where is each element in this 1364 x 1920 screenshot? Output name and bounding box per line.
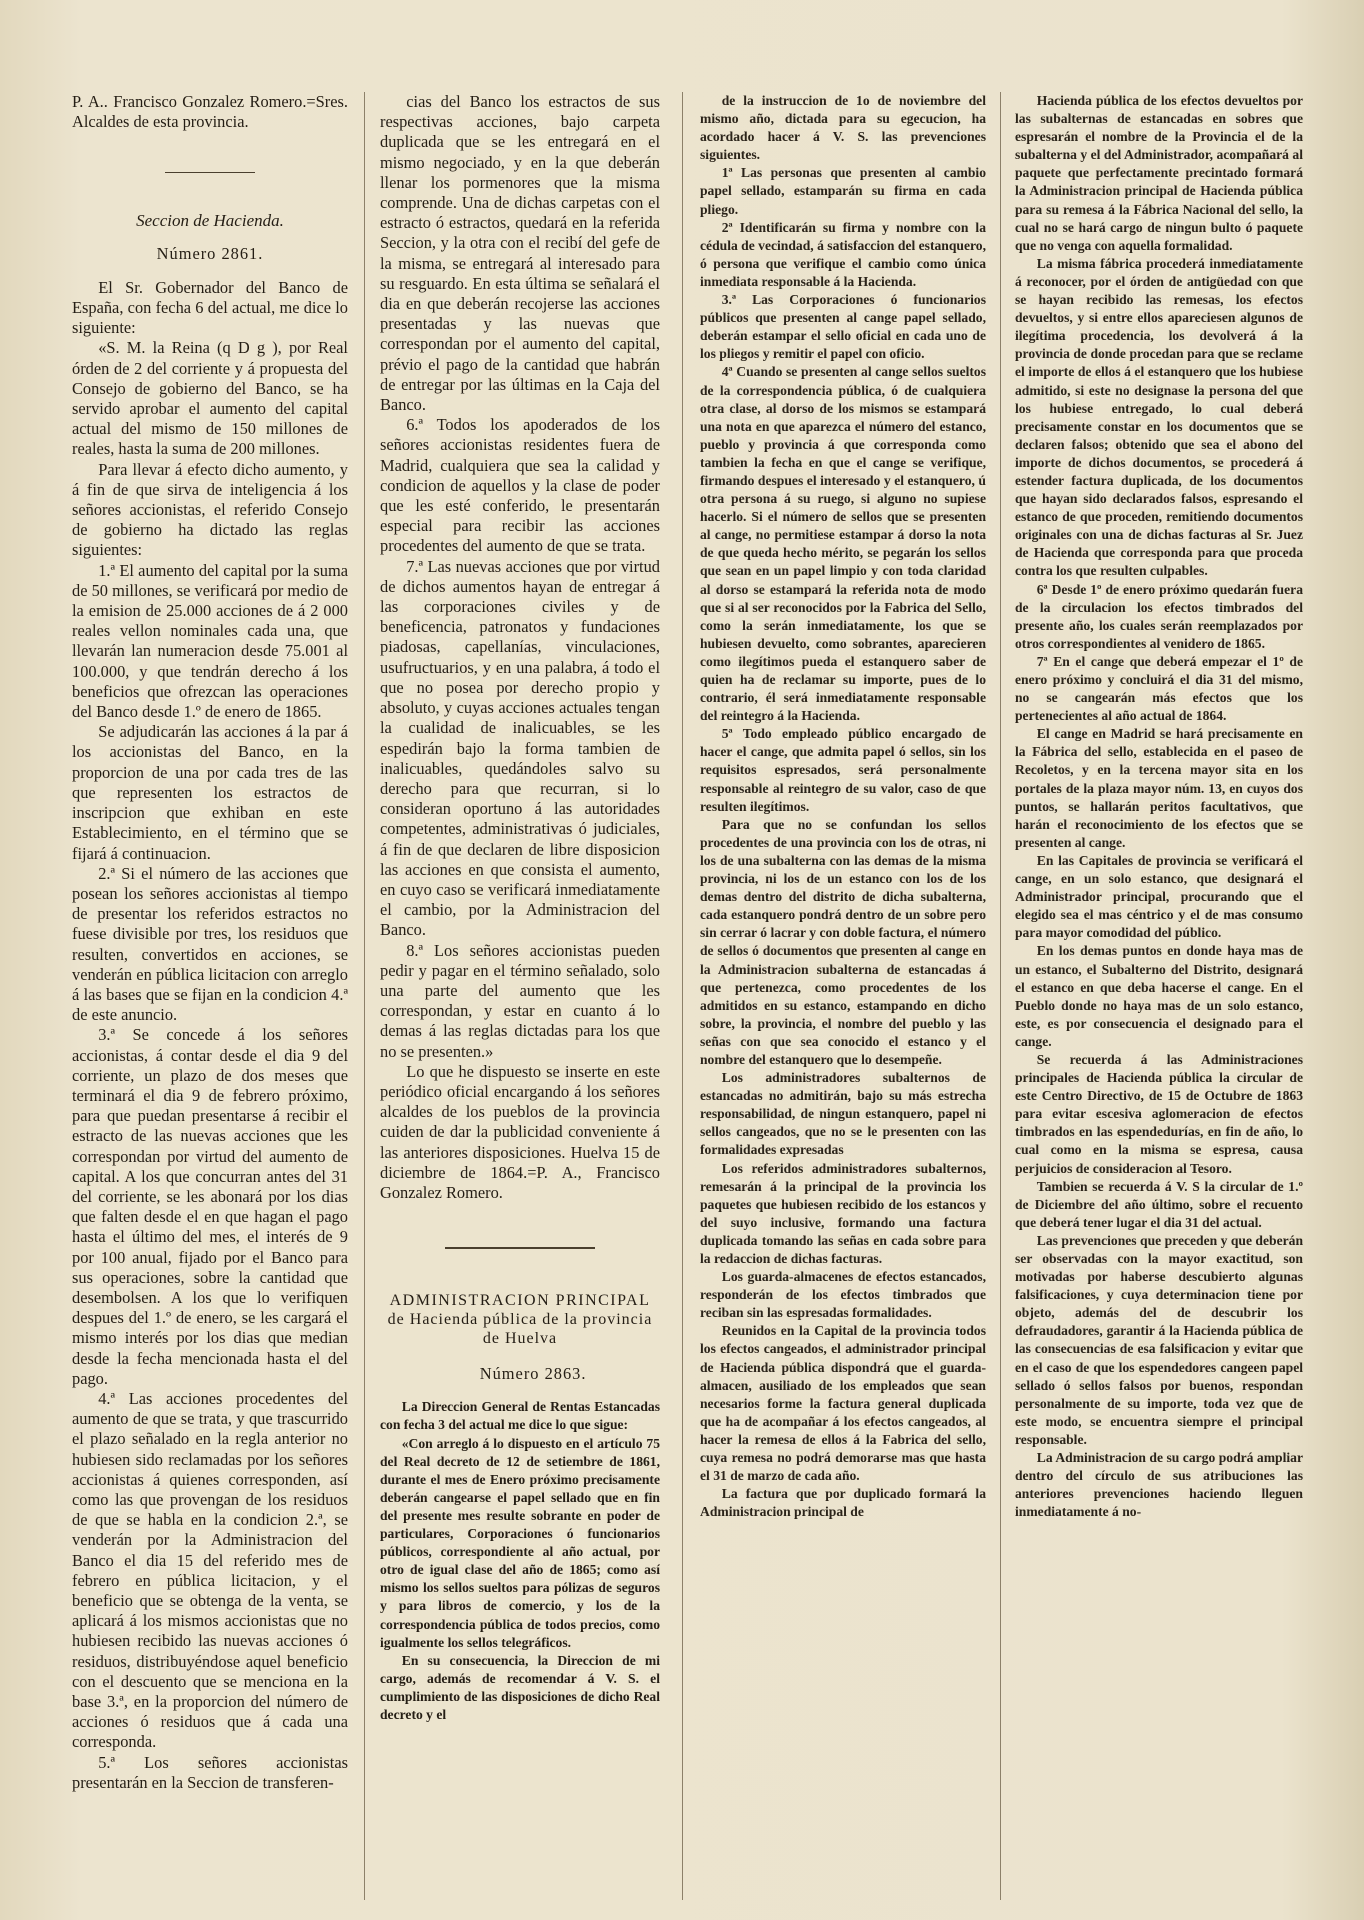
paragraph: Se recuerda á las Administraciones principales de Hacienda pública la circular de este Centro Directivo, de 15 de Octubre de 1863 para evitar escesiva aglomeracion de efectos timbrados en las espendedurías, en fin de año, lo cual como en la misma se espresa, causa perjuicios de consideracion al Tesoro. (1015, 1051, 1303, 1176)
column-4 (1015, 92, 1303, 1910)
section-number: Número 2861. (156, 243, 264, 263)
paragraph: 4.ª Las acciones procedentes del aumento de que se trata, y que trascurrido el plazo señalado en la regla anterior no hubiesen sido reclamadas por los señores accionistas á quienes corresponden, así como las que provengan de los residuos de que se habla en la condicion 2.ª, se venderán por la Administracion del Banco el dia 15 del referido mes de febrero en pública licitacion, y el beneficio que se obtenga de la venta, se aplicará á los mismos accionistas que no hubiesen recibido las nuevas acciones ó residuos, distribuyéndose aquel beneficio con el descuento que se menciona en la base 3.ª, en la proporcion del número de acciones ó residuos que á cada una corresponda. (72, 1388, 348, 1752)
paragraph: La Direccion General de Rentas Estancadas con fecha 3 del actual me dice lo que sigue: (380, 1399, 660, 1433)
col4-body (1015, 92, 1303, 1521)
paragraph: 2ª Identificarán su firma y nombre con la cédula de vecindad, á satisfaccion del estanquero, ó persona que verifique el cambio como única inmediata responsable á la Hacienda. (700, 219, 986, 289)
paragraph: En los demas puntos en donde haya mas de un estanco, el Subalterno del Distrito, designará el estanco en que deba hacerse el cange. En el Pueblo donde no haya mas de un solo estanco, este, es por consecuencia el designado para el cange. (1015, 943, 1303, 1049)
section-title: Seccion de Hacienda. (136, 211, 284, 231)
paragraph: 1.ª El aumento del capital por la suma de 50 millones, se verificará por medio de la emision de 25.000 acciones de á 2 000 reales vellon nominales cada una, que llevarán lan numeracion desde 75.001 al 100.000, y que tendrán derecho á los beneficios que ofrezcan las operaciones del Banco desde 1.º de enero de 1865. (72, 560, 348, 722)
column-rule (364, 92, 365, 1900)
paragraph: Tambien se recuerda á V. S la circular de 1.º de Diciembre del año último, sobre el recuento que deberá tener lugar el dia 31 del actual. (1015, 1178, 1303, 1230)
paragraph: 7.ª Las nuevas acciones que por virtud de dichos aumentos hayan de entregar á las corporaciones civiles y de beneficencia, patronatos y fundaciones piadosas, capellanías, vinculaciones, usufructuarios, y en una palabra, á todo el que no posea por derecho propio y absoluto, y cuyas acciones actuales tengan la cualidad de inalicuables, se les espedirán bajo la forma tambien de inalicuables, quedándoles salvo su derecho para que recurran, si lo consideran oportuno á las autoridades competentes, administrativas ó judiciales, á fin de que declaren de libre disposicion las acciones en que consista el aumento, en cuyo caso se verificará inmediatamente el cambio, por la Administracion del Banco. (380, 556, 660, 940)
paragraph: 2.ª Si el número de las acciones que posean los señores accionistas al tiempo de presentar los referidos estractos no fuese divisible por tres, los residuos que resulten, convertidos en acciones, se venderán en pública licitacion con arreglo á las bases que se fijan en la condicion 4.ª de este anuncio. (72, 863, 348, 1025)
column-1 (72, 92, 348, 1910)
intro-signature: P. A.. Francisco Gonzalez Romero.=Sres. Alcaldes de esta provincia. (72, 92, 348, 132)
paragraph: Los administradores subalternos de estancadas no admitirán, bajo su más estrecha responsabilidad, de ningun estanquero, papel ni sellos cangeados, que no se le presenten con las formalidades expresadas (700, 1070, 986, 1158)
paragraph: de la instruccion de 1o de noviembre del mismo año, dictada para su egecucion, ha acordado hacer á V. S. las prevenciones siguientes. (700, 93, 986, 163)
col1-body (72, 278, 348, 1793)
admin-number: Número 2863. (479, 1364, 587, 1384)
paragraph: Para que no se confundan los sellos procedentes de una provincia con los de otras, ni los de una subalterna con las demas de la misma provincia, ni los de un estanco con los de los demas dentro del distrito de dicha subalterna, cada estanquero pondrá dentro de un sobre pero sin cerrar ó lacrar y con doble factura, el número de sellos ó documentos que presenten al cange en la Administracion subalterna de estancadas á que pertenezca, como procedentes de los admitidos en su estanco, estampando en dicho sobre, la provincia, el nombre del pueblo y las señas con que sea conocido el estanco y el nombre del estanquero que lo desempeñe. (700, 816, 986, 1067)
paragraph: Se adjudicarán las acciones á la par á los accionistas del Banco, en la proporcion de una por cada tres de las que representen los estractos de inscripcion que exhiban en este Establecimiento, en el término que se fijará á continuacion. (72, 722, 348, 863)
paragraph: 4ª Cuando se presenten al cange sellos sueltos de la correspondencia pública, ó de cualquiera otra clase, al dorso de los mismos se estampará una nota en que aparezca el número del estanco, pueblo y provincia á que corresponda como tambien la fecha en que el cange se verifique, firmando despues el interesado y el estanquero, ú otra persona á su ruego, si alguno no supiese hacerlo. Si el número de sellos que se presenten al cange, no permitiese estampar á dorso la nota de que queda hecho mérito, se pegarán los sellos que sean en un papel limpio y con toda claridad al dorso se estampará la referida nota de modo que si al ser reconocidos por la Fabrica del Sello, como la serán inmediatamente, los que se hubiesen devuelto, como sobrantes, aparecieren como ilegítimos pueda el estanquero saber de quien ha de reclamar su importe, pues de lo contrario, él será inmediatamente responsable del reintegro á la Hacienda. (700, 364, 986, 724)
column-2 (380, 92, 660, 1910)
paragraph: El cange en Madrid se hará precisamente en la Fábrica del sello, establecida en el paseo de Recoletos, y en la tercena mayor sita en los portales de la plaza mayor núm. 13, en cuyos dos puntos, se hallarán peritos facultativos, que harán el reconocimiento de los efectos que se presenten al cange. (1015, 726, 1303, 850)
paragraph: 5ª Todo empleado público encargado de hacer el cange, que admita papel ó sellos, sin los requisitos espresados, será personalmente responsable al reintegro de su valor, caso de que resulten ilegítimos. (700, 726, 986, 814)
paragraph: El Sr. Gobernador del Banco de España, con fecha 6 del actual, me dice lo siguiente: (72, 277, 348, 338)
column-rule (1000, 92, 1001, 1900)
paragraph: 6.ª Todos los apoderados de los señores accionistas residentes fuera de Madrid, cualquiera que sea la calidad y condicion de aquellos y la clase de poder que les esté conferido, le presentarán especial para recibir las acciones procedentes del aumento de que se trata. (380, 415, 660, 556)
paragraph: «Con arreglo á lo dispuesto en el artículo 75 del Real decreto de 12 de setiembre de 1861, durante el mes de Enero próximo precisamente deberán cangearse el papel sellado que en fin del presente mes resulte sobrante en poder de particulares, Corporaciones ó funcionarios públicos, correspondiente al año actual, por otro de igual clase del año de 1865; como así mismo los sellos sueltos para pólizas de seguros y para libros de comercio, y los de la correspondencia pública de todos precios, como igualmente los sellos telegráficos. (380, 1435, 660, 1650)
paragraph: En su consecuencia, la Direccion de mi cargo, además de recomendar á V. S. el cumplimiento de las disposiciones de dicho Real decreto y el (380, 1652, 660, 1722)
paragraph: 1ª Las personas que presenten al cambio papel sellado, estamparán su firma en cada pliego. (700, 165, 986, 217)
col3-body (700, 92, 986, 1521)
paragraph: Hacienda pública de los efectos devueltos por las subalternas de estancadas en sobres que espresarán el nombre de la Provincia el de la subalterna y el del Administrador, acompañará al paquete que perfectamente precintado formará la Administracion principal de Hacienda pública para su remesa á la Fábrica Nacional del sello, la cual no se hará cargo de ningun bulto ó paquete que no venga con aquella formalidad. (1015, 93, 1303, 253)
paragraph: Los referidos administradores subalternos, remesarán á la principal de la provincia los paquetes que hubiesen recibido de los estancos y del suyo inclusive, formando una factura duplicada tomando las señas en cada sobre para la redaccion de dichas facturas. (700, 1160, 986, 1266)
paragraph: 7ª En el cange que deberá empezar el 1º de enero próximo y concluirá el dia 31 del mismo, no se cangearán más efectos que los pertenecientes al año actual de 1864. (1015, 653, 1303, 724)
paragraph: 6ª Desde 1º de enero próximo quedarán fuera de la circulacion los efectos timbrados del presente año, los cuales serán reemplazados por otros correspondientes al venidero de 1865. (1015, 581, 1303, 651)
paragraph: Para llevar á efecto dicho aumento, y á fin de que sirva de inteligencia á los señores accionistas, el referido Consejo de gobierno ha dictado las reglas siguientes: (72, 459, 348, 560)
long-divider (445, 1247, 595, 1249)
admin-heading-line2: de Hacienda pública de la provincia de Huelva (387, 1311, 653, 1348)
col2-body-a (380, 92, 660, 1203)
paragraph: Lo que he dispuesto se inserte en este periódico oficial encargando á los señores alcaldes de los pueblos de la provincia cuiden de dar la publicidad conveniente á las anteriores disposiciones. Huelva 15 de diciembre de 1864.=P. A., Francisco Gonzalez Romero. (380, 1061, 660, 1202)
paragraph: Reunidos en la Capital de la provincia todos los efectos cangeados, el administrador principal de Hacienda pública dispondrá que el guarda-almacen, ausiliado de los empleados que sean necesarios forme la factura general duplicada que ha de acompañar á los efectos cangeados, al hacer la remesa de ellos á la Fabrica del sello, cuya remesa no podrá demorarse mas que hasta el 31 de marzo de cada año. (700, 1323, 986, 1484)
column-3 (700, 92, 986, 1910)
paragraph: Las prevenciones que preceden y que deberán ser observadas con la mayor exactitud, son motivadas por haberse descubierto algunas falsificaciones, y cuya determinacion tiene por objeto, además del de descubrir los defraudadores, garantir á la Hacienda pública de las consecuencias de esa falsificacion y evitar que en el caso de que los espendedores cangeen papel sellado ó sellos falsos por buenos, respondan personalmente de su importe, toda vez que de este modo, se encuentra siempre el principal responsable. (1015, 1232, 1303, 1447)
admin-heading (380, 1291, 660, 1348)
paragraph: La factura que por duplicado formará la Administracion principal de (700, 1486, 986, 1520)
col2-body-b (380, 1398, 660, 1724)
paragraph: «S. M. la Reina (q D g ), por Real órden de 2 del corriente y á propuesta del Consejo de gobierno del Banco, se ha servido aprobar el aumento del capital actual del mismo de 150 millones de reales, hasta la suma de 200 millones. (72, 338, 348, 459)
paragraph: 5.ª Los señores accionistas presentarán en la Seccion de transferen- (72, 1752, 348, 1792)
short-divider (165, 172, 255, 173)
paragraph: 3.ª Las Corporaciones ó funcionarios públicos que presenten al cange papel sellado, deberán estampar el sello oficial en cada uno de los pliegos y remitir el papel con oficio. (700, 292, 986, 362)
paragraph: cias del Banco los estractos de sus respectivas acciones, bajo carpeta duplicada que se les entregará en el mismo negociado, y en la que deberán llenar los pormenores que la misma comprende. Una de dichas carpetas con el estracto ó estractos, quedará en la referida Seccion, y la otra con el recibí del gefe de la misma, se entregará al interesado para su resguardo. En esta última se señalará el dia en que deberán recojerse las acciones presentadas y las nuevas que correspondan por el aumento del capital, prévio el pago de la cantidad que habrán de entregar por las últimas en la Caja del Banco. (380, 92, 660, 415)
paragraph: Los guarda-almacenes de efectos estancados, responderán de los efectos timbrados que reciban sin las espresadas formalidades. (700, 1269, 986, 1321)
paragraph: La misma fábrica procederá inmediatamente á reconocer, por el órden de antigüedad con que se hayan recibido las remesas, los efectos devueltos, y si entre ellos apareciesen algunos de ilegítima procedencia, los devolverá á la provincia de donde procedan para que se reclame el importe de ellos á el estanquero que los hubiese admitido, si este no designase la persona del que los hubiese entregado, lo cual deberá precisamente constar en los documentos que se declaren falsos; obtenido que sea el abono del importe de dichos documentos, se procederá á estender factura duplicada, de los documentos que hayan sido declarados falsos, espresando el estanco de que proceden, remitiendo documentos originales con una de dichas facturas al Sr. Juez de Hacienda que corresponda para que proceda contra los que resulten culpables. (1015, 255, 1303, 579)
column-rule (682, 92, 683, 1900)
paragraph: En las Capitales de provincia se verificará el cange, en un solo estanco, que designará el Administrador principal, procurando que el elegido sea el mas céntrico y el de mas consumo para mayor comodidad del público. (1015, 852, 1303, 941)
paragraph: La Administracion de su cargo podrá ampliar dentro del círculo de sus atribuciones las anteriores prevenciones haciendo lleguen inmediatamente á no- (1015, 1450, 1303, 1520)
admin-heading-line1: ADMINISTRACION PRINCIPAL (389, 1292, 651, 1310)
paragraph: 8.ª Los señores accionistas pueden pedir y pagar en el término señalado, solo una parte del aumento que les correspondan, y estar en cuanto á lo demas á las reglas dictadas para los que no se presenten.» (380, 940, 660, 1061)
paragraph: 3.ª Se concede á los señores accionistas, á contar desde el dia 9 del corriente, un plazo de dos meses que terminará el dia 9 de febrero próximo, para que puedan presentarse á recibir el estracto de las nuevas acciones que les correspondan por virtud del aumento de capital. A los que concurran antes del 31 del corriente, se les abonará por los dias que falten desde el en que hagan el pago hasta el último del mes, el interés de 9 por 100 anual, fijado por el Banco para sus operaciones, sobre la cantidad que desembolsen. A los que lo verifiquen despues del 1.º de enero, se les cargará el mismo interés por los dias que median desde la fecha mencionada hasta el del pago. (72, 1025, 348, 1388)
